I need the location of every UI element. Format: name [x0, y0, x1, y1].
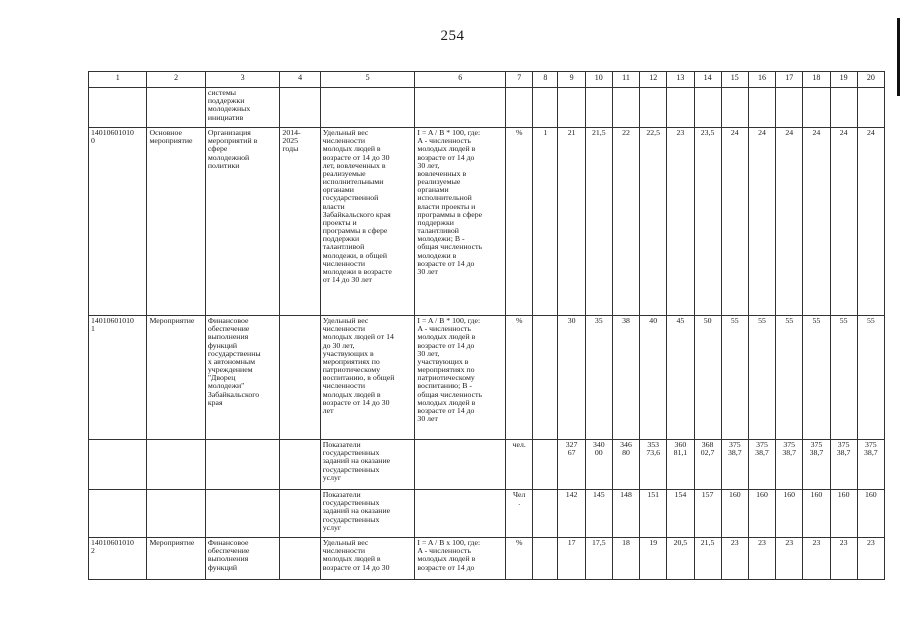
- year-value-cell: 24: [803, 128, 830, 316]
- year-value-cell: 23: [721, 538, 748, 580]
- name-cell: [205, 440, 280, 490]
- code-cell: 14010601010 0: [89, 128, 147, 316]
- year-value-cell: 160: [748, 490, 775, 538]
- year-value-cell: 35: [585, 316, 612, 440]
- year-value-cell: 157: [694, 490, 721, 538]
- type-cell: Мероприятие: [147, 538, 205, 580]
- base-value-cell: [533, 490, 558, 538]
- year-value-cell: 23: [667, 128, 694, 316]
- period-cell: [280, 490, 320, 538]
- name-cell: Организация мероприятий в сфере молодежной политики: [205, 128, 280, 316]
- year-value-cell: 151: [640, 490, 667, 538]
- indicator-cell: [320, 88, 415, 128]
- year-value-cell: 55: [857, 316, 884, 440]
- year-value-cell: 160: [857, 490, 884, 538]
- column-number-cell: 3: [205, 72, 280, 88]
- year-value-cell: 45: [667, 316, 694, 440]
- unit-cell: %: [506, 538, 533, 580]
- base-value-cell: [533, 88, 558, 128]
- year-value-cell: 160: [776, 490, 803, 538]
- year-value-cell: [748, 88, 775, 128]
- year-value-cell: 21: [558, 128, 585, 316]
- column-number-cell: 20: [857, 72, 884, 88]
- column-number-cell: 16: [748, 72, 775, 88]
- column-number-cell: 8: [533, 72, 558, 88]
- base-value-cell: [533, 538, 558, 580]
- column-number-cell: 13: [667, 72, 694, 88]
- indicator-cell: Показатели государственных заданий на оказание государственных услуг: [320, 440, 415, 490]
- year-value-cell: 23: [748, 538, 775, 580]
- period-cell: [280, 88, 320, 128]
- year-value-cell: 21,5: [585, 128, 612, 316]
- formula-cell: [415, 490, 506, 538]
- column-number-cell: 17: [776, 72, 803, 88]
- year-value-cell: 24: [721, 128, 748, 316]
- name-cell: системы поддержки молодежных инициатив: [205, 88, 280, 128]
- year-value-cell: 24: [776, 128, 803, 316]
- year-value-cell: 55: [748, 316, 775, 440]
- type-cell: [147, 440, 205, 490]
- column-number-cell: 4: [280, 72, 320, 88]
- column-number-cell: 12: [640, 72, 667, 88]
- code-cell: [89, 440, 147, 490]
- table-row: [89, 440, 885, 490]
- period-cell: [280, 316, 320, 440]
- type-cell: [147, 490, 205, 538]
- code-cell: 14010601010 1: [89, 316, 147, 440]
- year-value-cell: 375 38,7: [803, 440, 830, 490]
- year-value-cell: 145: [585, 490, 612, 538]
- year-value-cell: 23: [857, 538, 884, 580]
- year-value-cell: 24: [857, 128, 884, 316]
- column-number-cell: 6: [415, 72, 506, 88]
- table-row: [89, 88, 885, 128]
- year-value-cell: 353 73,6: [640, 440, 667, 490]
- column-number-cell: 1: [89, 72, 147, 88]
- indicator-cell: Удельный вес численности молодых людей в возрасте от 14 до 30: [320, 538, 415, 580]
- year-value-cell: 50: [694, 316, 721, 440]
- year-value-cell: [857, 88, 884, 128]
- year-value-cell: 30: [558, 316, 585, 440]
- formula-cell: [415, 88, 506, 128]
- year-value-cell: 23: [776, 538, 803, 580]
- year-value-cell: 55: [776, 316, 803, 440]
- period-cell: [280, 538, 320, 580]
- table-row: [89, 128, 885, 316]
- indicator-cell: Показатели государственных заданий на оказание государственных услуг: [320, 490, 415, 538]
- column-number-cell: 18: [803, 72, 830, 88]
- type-cell: Основное мероприятие: [147, 128, 205, 316]
- formula-cell: I = A / B * 100, где: A - численность молодых людей в возрасте от 14 до 30 лет, вовлеченных в реализуемые органами исполнительной власти проекты и программы в сфере поддержки талантливой молодежи; B - общая численность молодежи в возрасте от 14 до 30 лет: [415, 128, 506, 316]
- year-value-cell: 375 38,7: [857, 440, 884, 490]
- year-value-cell: 55: [803, 316, 830, 440]
- year-value-cell: 160: [830, 490, 857, 538]
- unit-cell: чел.: [506, 440, 533, 490]
- year-value-cell: 375 38,7: [748, 440, 775, 490]
- year-value-cell: [721, 88, 748, 128]
- column-number-cell: 5: [320, 72, 415, 88]
- indicator-table: [88, 71, 885, 580]
- scan-edge-mark: [897, 18, 900, 96]
- column-number-cell: 15: [721, 72, 748, 88]
- year-value-cell: 160: [721, 490, 748, 538]
- column-number-cell: 10: [585, 72, 612, 88]
- table-row: [89, 490, 885, 538]
- name-cell: Финансовое обеспечение выполнения функций государственны х автономным учреждением "Дворец молодежи" Забайкальского края: [205, 316, 280, 440]
- table-row: [89, 538, 885, 580]
- indicator-cell: Удельный вес численности молодых людей в возрасте от 14 до 30 лет, вовлеченных в реализуемые исполнительными органами государственной власти Забайкальского края проекты и программы в сфере поддержки талантливой молодежи, в общей численности молодежи в возрасте от 14 до 30 лет: [320, 128, 415, 316]
- base-value-cell: [533, 316, 558, 440]
- page-number: 254: [440, 28, 465, 44]
- code-cell: 14010601010 2: [89, 538, 147, 580]
- year-value-cell: 360 81,1: [667, 440, 694, 490]
- table-row: [89, 316, 885, 440]
- column-number-cell: 19: [830, 72, 857, 88]
- year-value-cell: [694, 88, 721, 128]
- year-value-cell: 55: [721, 316, 748, 440]
- period-cell: 2014- 2025 годы: [280, 128, 320, 316]
- unit-cell: %: [506, 316, 533, 440]
- unit-cell: [506, 88, 533, 128]
- code-cell: [89, 490, 147, 538]
- year-value-cell: [667, 88, 694, 128]
- name-cell: Финансовое обеспечение выполнения функций: [205, 538, 280, 580]
- column-number-row: [89, 72, 885, 88]
- year-value-cell: 23: [803, 538, 830, 580]
- year-value-cell: 23,5: [694, 128, 721, 316]
- year-value-cell: 40: [640, 316, 667, 440]
- base-value-cell: 1: [533, 128, 558, 316]
- year-value-cell: 327 67: [558, 440, 585, 490]
- column-number-cell: 11: [612, 72, 639, 88]
- year-value-cell: 375 38,7: [776, 440, 803, 490]
- type-cell: Мероприятие: [147, 316, 205, 440]
- year-value-cell: [612, 88, 639, 128]
- year-value-cell: 24: [830, 128, 857, 316]
- year-value-cell: 375 38,7: [721, 440, 748, 490]
- formula-cell: I = A / B * 100, где: A - численность молодых людей в возрасте от 14 до 30 лет, участвующих в мероприятиях по патриотическому воспитанию; B - общая численность молодых людей в возрасте от 14 до 30 лет: [415, 316, 506, 440]
- year-value-cell: 17: [558, 538, 585, 580]
- unit-cell: %: [506, 128, 533, 316]
- year-value-cell: [585, 88, 612, 128]
- year-value-cell: [830, 88, 857, 128]
- indicator-cell: Удельный вес численности молодых людей от 14 до 30 лет, участвующих в мероприятиях по патриотическому воспитанию, в общей численности молодых людей в возрасте от 14 до 30 лет: [320, 316, 415, 440]
- column-number-cell: 2: [147, 72, 205, 88]
- column-number-cell: 7: [506, 72, 533, 88]
- formula-cell: [415, 440, 506, 490]
- unit-cell: Чел .: [506, 490, 533, 538]
- year-value-cell: 23: [830, 538, 857, 580]
- year-value-cell: 21,5: [694, 538, 721, 580]
- column-number-cell: 9: [558, 72, 585, 88]
- year-value-cell: 17,5: [585, 538, 612, 580]
- year-value-cell: 148: [612, 490, 639, 538]
- formula-cell: I = A / B x 100, где: A - численность молодых людей в возрасте от 14 до: [415, 538, 506, 580]
- year-value-cell: 154: [667, 490, 694, 538]
- year-value-cell: 346 80: [612, 440, 639, 490]
- year-value-cell: 18: [612, 538, 639, 580]
- year-value-cell: [558, 88, 585, 128]
- code-cell: [89, 88, 147, 128]
- year-value-cell: 375 38,7: [830, 440, 857, 490]
- year-value-cell: 38: [612, 316, 639, 440]
- year-value-cell: 340 00: [585, 440, 612, 490]
- year-value-cell: [640, 88, 667, 128]
- year-value-cell: [803, 88, 830, 128]
- year-value-cell: 160: [803, 490, 830, 538]
- year-value-cell: 20,5: [667, 538, 694, 580]
- year-value-cell: 55: [830, 316, 857, 440]
- year-value-cell: 142: [558, 490, 585, 538]
- year-value-cell: 368 02,7: [694, 440, 721, 490]
- year-value-cell: 24: [748, 128, 775, 316]
- year-value-cell: 22,5: [640, 128, 667, 316]
- type-cell: [147, 88, 205, 128]
- year-value-cell: 22: [612, 128, 639, 316]
- base-value-cell: [533, 440, 558, 490]
- year-value-cell: [776, 88, 803, 128]
- period-cell: [280, 440, 320, 490]
- year-value-cell: 19: [640, 538, 667, 580]
- column-number-cell: 14: [694, 72, 721, 88]
- name-cell: [205, 490, 280, 538]
